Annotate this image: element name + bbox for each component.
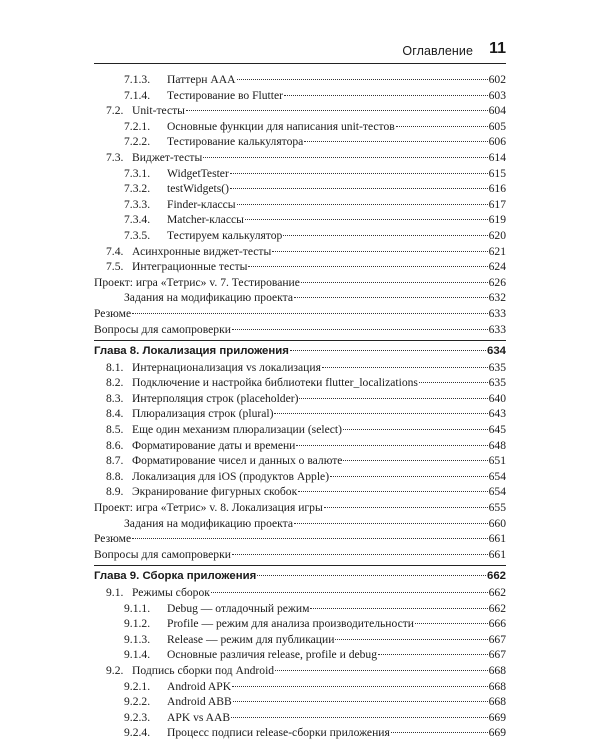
toc-entry[interactable] xyxy=(94,531,506,547)
dot-leader xyxy=(294,523,488,524)
chapter-divider xyxy=(94,340,506,341)
toc-entry-number: 7.3.3. xyxy=(124,197,151,211)
toc-entry-page: 668 xyxy=(488,695,506,709)
toc-entry-title: Еще один механизм плюрализации (select) xyxy=(132,423,342,437)
dot-leader xyxy=(245,219,488,220)
toc-entry-number: 7.5. xyxy=(106,260,124,274)
toc-entry[interactable] xyxy=(94,103,506,119)
toc-entry-title: WidgetTester xyxy=(167,166,229,180)
dot-leader xyxy=(296,445,487,446)
toc-entry-title: Интеграционные тесты xyxy=(132,260,248,274)
toc-entry-page: 603 xyxy=(488,88,506,102)
toc-entry-page: 654 xyxy=(488,485,506,499)
toc-entry[interactable] xyxy=(94,244,506,260)
toc-entry-title: Android ABB xyxy=(167,695,232,709)
toc-entry-page: 632 xyxy=(488,291,506,305)
toc-entry-number: 8.1. xyxy=(106,360,124,374)
toc-entry-title: Форматирование чисел и данных о валюте xyxy=(132,454,343,468)
toc-entry[interactable] xyxy=(94,632,506,648)
dot-leader xyxy=(231,717,487,718)
toc-entry-page: 668 xyxy=(488,679,506,693)
toc-entry-number: 7.2. xyxy=(106,104,124,118)
toc-entry-page: 667 xyxy=(488,648,506,662)
toc-entry[interactable] xyxy=(94,134,506,150)
table-of-contents xyxy=(94,72,506,741)
toc-entry-title: Подпись сборки под Android xyxy=(132,663,275,677)
dot-leader xyxy=(237,204,488,205)
toc-entry-number: 7.3. xyxy=(106,150,124,164)
toc-entry-page: 660 xyxy=(488,516,506,530)
dot-leader xyxy=(299,398,487,399)
dot-leader xyxy=(378,654,488,655)
toc-entry-title: Release — режим для публикации xyxy=(167,632,335,646)
dot-leader xyxy=(419,382,488,383)
dot-leader xyxy=(396,126,488,127)
toc-entry-title: Android APK xyxy=(167,679,232,693)
dot-leader xyxy=(274,413,487,414)
toc-entry[interactable] xyxy=(94,375,506,391)
toc-entry-number: 7.1.3. xyxy=(124,73,151,86)
toc-entry-number: 9.1.4. xyxy=(124,648,151,662)
dot-leader xyxy=(294,297,488,298)
dot-leader xyxy=(211,592,488,593)
toc-entry-number: 8.6. xyxy=(106,438,124,452)
toc-entry-title: APK vs AAB xyxy=(167,710,231,724)
toc-entry-title: Вопросы для самопроверки xyxy=(94,322,231,336)
toc-entry-number: 7.3.1. xyxy=(124,166,151,180)
toc-entry-page: 635 xyxy=(488,376,506,390)
toc-entry-number: 8.4. xyxy=(106,407,124,421)
toc-entry-number: 7.3.4. xyxy=(124,213,151,227)
toc-entry-page: 605 xyxy=(488,119,506,133)
dot-leader xyxy=(322,367,488,368)
toc-entry[interactable] xyxy=(94,259,506,275)
toc-entry-title: Тестирование калькулятора xyxy=(167,135,304,149)
toc-entry[interactable] xyxy=(94,453,506,469)
toc-entry[interactable] xyxy=(94,212,506,228)
dot-leader xyxy=(132,538,487,539)
toc-entry-title: Режимы сборок xyxy=(132,586,210,599)
toc-entry[interactable] xyxy=(94,119,506,135)
toc-entry-title: Резюме xyxy=(94,306,132,320)
toc-entry-number: 9.1.1. xyxy=(124,601,151,615)
toc-entry-title: Асинхронные виджет-тесты xyxy=(132,244,272,258)
toc-entry-number: 9.2.1. xyxy=(124,679,151,693)
toc-entry-page: 643 xyxy=(488,407,506,421)
toc-entry[interactable] xyxy=(94,322,506,338)
toc-entry-page: 633 xyxy=(488,306,506,320)
dot-leader xyxy=(257,575,486,576)
toc-entry[interactable] xyxy=(94,616,506,632)
toc-entry-title: Unit-тесты xyxy=(132,104,185,118)
toc-entry-page: 619 xyxy=(488,213,506,227)
toc-entry-page: 667 xyxy=(488,632,506,646)
dot-leader xyxy=(233,701,488,702)
toc-entry[interactable] xyxy=(94,601,506,617)
toc-entry[interactable] xyxy=(94,647,506,663)
toc-entry[interactable] xyxy=(94,360,506,376)
dot-leader xyxy=(275,670,488,671)
toc-entry-title: Интернационализация vs локализация xyxy=(132,360,321,374)
toc-entry[interactable] xyxy=(94,150,506,166)
toc-entry-title: Основные различия release, profile и debug xyxy=(167,648,378,662)
toc-entry-title: Глава 9. Сборка приложения xyxy=(94,570,257,583)
toc-entry[interactable] xyxy=(94,725,506,741)
toc-entry-page: 662 xyxy=(486,570,506,583)
dot-leader xyxy=(237,79,488,80)
toc-entry[interactable] xyxy=(94,72,506,88)
toc-entry-number: 7.1.4. xyxy=(124,88,151,102)
dot-leader xyxy=(304,141,487,142)
toc-entry[interactable] xyxy=(94,469,506,485)
toc-entry[interactable] xyxy=(94,275,506,291)
toc-entry-title: Finder-классы xyxy=(167,197,236,211)
toc-entry[interactable] xyxy=(94,484,506,500)
dot-leader xyxy=(283,235,487,236)
toc-entry[interactable] xyxy=(94,663,506,679)
dot-leader xyxy=(391,732,488,733)
toc-entry-number: 9.2.2. xyxy=(124,695,151,709)
dot-leader xyxy=(324,507,488,508)
toc-entry-number: 7.4. xyxy=(106,244,124,258)
toc-entry-number: 9.2. xyxy=(106,663,124,677)
dot-leader xyxy=(298,491,487,492)
toc-entry-page: 669 xyxy=(488,710,506,724)
toc-entry-number: 7.3.2. xyxy=(124,182,151,196)
toc-entry-page: 661 xyxy=(488,532,506,546)
toc-entry[interactable] xyxy=(94,694,506,710)
toc-entry-page: 617 xyxy=(488,197,506,211)
toc-entry-title: Тестирование во Flutter xyxy=(167,88,284,102)
toc-entry[interactable] xyxy=(94,710,506,726)
chapter-divider xyxy=(94,565,506,566)
toc-entry-title: Задания на модификацию проекта xyxy=(124,516,293,530)
toc-entry[interactable] xyxy=(94,679,506,695)
toc-entry-page: 648 xyxy=(488,438,506,452)
toc-entry-title: Matcher-классы xyxy=(167,213,244,227)
dot-leader xyxy=(248,266,487,267)
toc-entry[interactable] xyxy=(94,422,506,438)
dot-leader xyxy=(310,608,487,609)
toc-entry[interactable] xyxy=(94,306,506,322)
toc-entry-number: 7.2.2. xyxy=(124,135,151,149)
toc-entry-page: 651 xyxy=(488,454,506,468)
page-number: 11 xyxy=(489,40,506,57)
toc-entry[interactable] xyxy=(94,290,506,306)
toc-entry-number: 9.2.4. xyxy=(124,726,151,740)
toc-entry-title: Основные функции для написания unit-тестов xyxy=(167,119,395,133)
toc-entry-title: Резюме xyxy=(94,532,132,546)
toc-entry-title: Проект: игра «Тетрис» v. 7. Тестирование xyxy=(94,275,300,289)
toc-chapter-entry[interactable] xyxy=(94,569,506,585)
toc-entry-page: 662 xyxy=(488,586,506,599)
toc-entry-number: 8.2. xyxy=(106,376,124,390)
section-title: Оглавление xyxy=(402,44,474,58)
toc-entry-page: 614 xyxy=(488,150,506,164)
toc-entry-page: 661 xyxy=(488,547,506,561)
toc-entry-title: Глава 8. Локализация приложения xyxy=(94,345,289,358)
running-header xyxy=(94,36,506,58)
toc-entry[interactable] xyxy=(94,181,506,197)
toc-entry-title: Плюрализация строк (plural) xyxy=(132,407,274,421)
toc-entry-page: 616 xyxy=(488,182,506,196)
toc-entry-page: 635 xyxy=(488,360,506,374)
toc-entry-title: Процесс подписи release-сборки приложения xyxy=(167,726,390,740)
toc-entry-page: 662 xyxy=(488,601,506,615)
toc-entry-title: Подключение и настройка библиотеки flutter_localizations xyxy=(132,376,418,390)
toc-entry[interactable] xyxy=(94,406,506,422)
dot-leader xyxy=(335,639,487,640)
toc-entry-number: 8.5. xyxy=(106,423,124,437)
dot-leader xyxy=(132,313,487,314)
toc-entry-page: 668 xyxy=(488,663,506,677)
toc-entry[interactable] xyxy=(94,197,506,213)
toc-entry-number: 9.2.3. xyxy=(124,710,151,724)
toc-entry-number: 7.2.1. xyxy=(124,119,151,133)
toc-entry-page: 606 xyxy=(488,135,506,149)
toc-entry-title: Задания на модификацию проекта xyxy=(124,291,293,305)
dot-leader xyxy=(203,157,487,158)
dot-leader xyxy=(290,350,486,351)
toc-entry-page: 655 xyxy=(488,501,506,515)
toc-entry-page: 654 xyxy=(488,469,506,483)
dot-leader xyxy=(272,251,487,252)
toc-chapter-entry[interactable] xyxy=(94,344,506,360)
toc-entry-number: 9.1. xyxy=(106,586,124,599)
toc-entry-page: 615 xyxy=(488,166,506,180)
dot-leader xyxy=(232,554,488,555)
dot-leader xyxy=(284,95,488,96)
dot-leader xyxy=(301,282,488,283)
toc-entry-title: Проект: игра «Тетрис» v. 8. Локализация игры xyxy=(94,501,323,515)
toc-entry-number: 8.7. xyxy=(106,454,124,468)
toc-entry[interactable] xyxy=(94,585,506,601)
toc-entry-title: testWidgets() xyxy=(167,182,229,196)
toc-entry-title: Интерполяция строк (placeholder) xyxy=(132,391,299,405)
toc-entry-title: Виджет-тесты xyxy=(132,150,203,164)
toc-entry-page: 602 xyxy=(488,73,506,86)
toc-entry-page: 633 xyxy=(488,322,506,336)
toc-entry-page: 634 xyxy=(486,345,506,358)
toc-entry[interactable] xyxy=(94,88,506,104)
dot-leader xyxy=(232,686,488,687)
toc-entry[interactable] xyxy=(94,500,506,516)
toc-entry-title: Экранирование фигурных скобок xyxy=(132,485,298,499)
toc-entry-title: Profile — режим для анализа производительности xyxy=(167,617,415,631)
toc-entry[interactable] xyxy=(94,516,506,532)
toc-entry-page: 640 xyxy=(488,391,506,405)
toc-entry-title: Debug — отладочный режим xyxy=(167,601,310,615)
toc-entry-title: Локализация для iOS (продуктов Apple) xyxy=(132,469,330,483)
toc-entry[interactable] xyxy=(94,166,506,182)
toc-entry-number: 9.1.2. xyxy=(124,617,151,631)
dot-leader xyxy=(343,429,488,430)
toc-entry-title: Тестируем калькулятор xyxy=(167,228,283,242)
dot-leader xyxy=(230,188,488,189)
dot-leader xyxy=(330,476,488,477)
toc-entry[interactable] xyxy=(94,228,506,244)
toc-entry[interactable] xyxy=(94,438,506,454)
toc-entry-page: 604 xyxy=(488,104,506,118)
dot-leader xyxy=(232,329,488,330)
toc-entry-number: 8.3. xyxy=(106,391,124,405)
toc-entry-title: Паттерн ААА xyxy=(167,73,236,86)
toc-entry-page: 620 xyxy=(488,228,506,242)
dot-leader xyxy=(186,110,488,111)
toc-entry-page: 666 xyxy=(488,617,506,631)
toc-entry-number: 8.8. xyxy=(106,469,124,483)
toc-entry-page: 626 xyxy=(488,275,506,289)
toc-entry-page: 624 xyxy=(488,260,506,274)
toc-entry[interactable] xyxy=(94,391,506,407)
toc-entry-page: 645 xyxy=(488,423,506,437)
toc-entry-page: 669 xyxy=(488,726,506,740)
toc-entry-number: 8.9. xyxy=(106,485,124,499)
dot-leader xyxy=(343,460,487,461)
toc-entry[interactable] xyxy=(94,547,506,563)
toc-entry-number: 7.3.5. xyxy=(124,228,151,242)
toc-entry-number: 9.1.3. xyxy=(124,632,151,646)
header-rule xyxy=(94,63,506,64)
dot-leader xyxy=(230,173,488,174)
dot-leader xyxy=(415,623,488,624)
toc-entry-page: 621 xyxy=(488,244,506,258)
toc-entry-title: Форматирование даты и времени xyxy=(132,438,296,452)
toc-entry-title: Вопросы для самопроверки xyxy=(94,547,231,561)
